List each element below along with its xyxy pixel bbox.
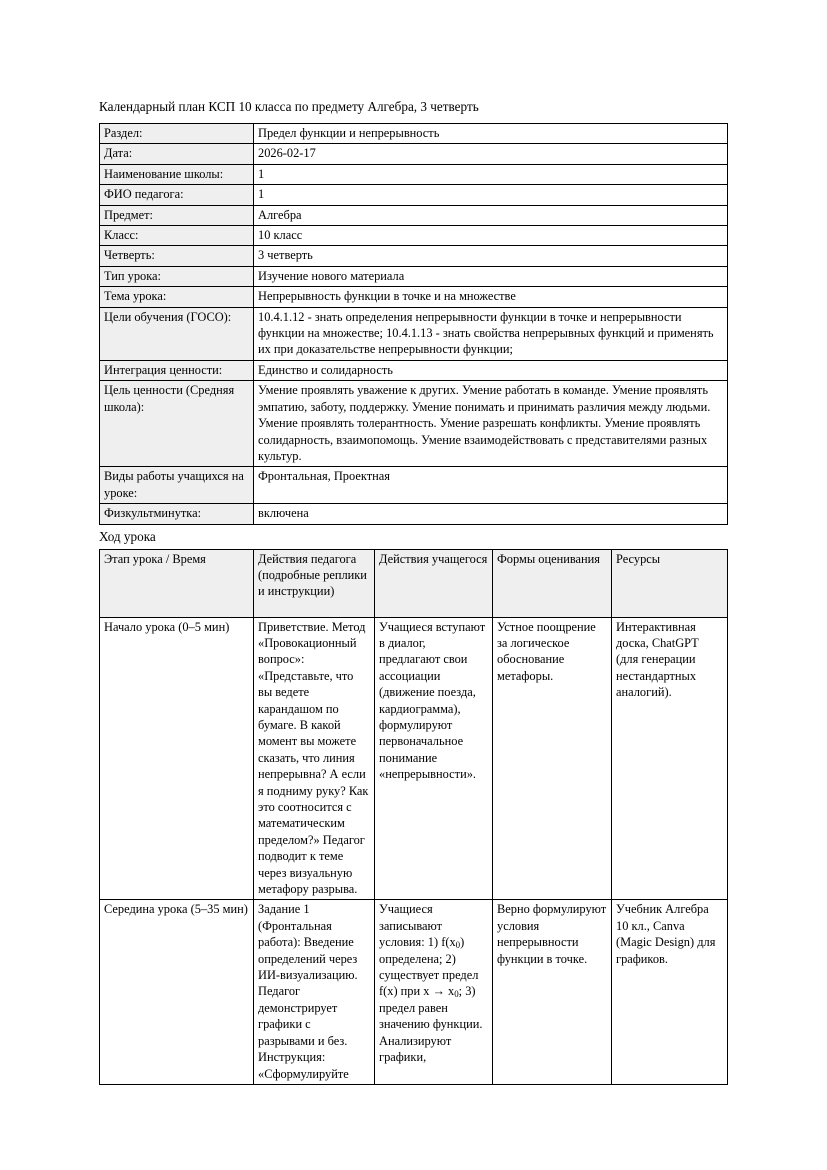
lesson-flow-heading: Ход урока <box>99 528 156 544</box>
student-text-part-2: ) определена; 2) существует предел f(x) при x → x <box>379 935 479 999</box>
info-label: Тема урока: <box>100 287 254 307</box>
cell-stage: Начало урока (0–5 мин) <box>100 617 254 900</box>
table-row <box>100 124 728 144</box>
info-value: 3 четверть <box>254 246 728 266</box>
info-label: Физкультминутка: <box>100 504 254 524</box>
cell-resources: Учебник Алгебра 10 кл., Canva (Magic Design) для графиков. <box>612 900 728 1084</box>
info-value: Фронтальная, Проектная <box>254 467 728 504</box>
info-value: 2026-02-17 <box>254 144 728 164</box>
student-text-part-1: Учащиеся записывают условия: 1) f(x <box>379 902 456 950</box>
info-value: 10.4.1.12 - знать определения непрерывности функции в точке и непрерывности функции на множестве; 10.4.1.13 - знать свойства непрерывных функций и применять их при доказательстве непрерывности функции; <box>254 307 728 360</box>
info-value: Единство и солидарность <box>254 360 728 380</box>
cell-assessment: Устное поощрение за логическое обоснование метафоры. <box>493 617 612 900</box>
info-value: 1 <box>254 185 728 205</box>
lesson-flow-table <box>99 549 728 1085</box>
table-row <box>100 144 728 164</box>
info-label: Наименование школы: <box>100 164 254 184</box>
table-row <box>100 504 728 524</box>
info-label: Предмет: <box>100 205 254 225</box>
info-value: включена <box>254 504 728 524</box>
table-row <box>100 900 728 1084</box>
info-label: Интеграция ценности: <box>100 360 254 380</box>
info-value: Предел функции и непрерывность <box>254 124 728 144</box>
student-text-part-3: ; 3) предел равен значению функции. Анализируют графики, <box>379 984 483 1065</box>
table-row <box>100 226 728 246</box>
table-row <box>100 185 728 205</box>
table-row <box>100 287 728 307</box>
column-header-assessment: Формы оценивания <box>493 549 612 617</box>
info-label: Виды работы учащихся на уроке: <box>100 467 254 504</box>
table-row <box>100 307 728 360</box>
subscript-zero-2: 0 <box>454 989 459 1000</box>
cell-student-actions: Учащиеся вступают в диалог, предлагают свои ассоциации (движение поезда, кардиограмма), формулируют первоначальное понимание «непрерывности». <box>375 617 493 900</box>
lesson-flow-body <box>100 617 728 1084</box>
document-content <box>99 98 727 1085</box>
info-value: 10 класс <box>254 226 728 246</box>
info-value: Изучение нового материала <box>254 266 728 286</box>
table-row <box>100 360 728 380</box>
table-row <box>100 205 728 225</box>
lesson-info-body <box>100 124 728 525</box>
table-row <box>100 381 728 467</box>
info-label: Тип урока: <box>100 266 254 286</box>
info-label: Четверть: <box>100 246 254 266</box>
table-row <box>100 266 728 286</box>
info-value: Алгебра <box>254 205 728 225</box>
column-header-teacher-actions: Действия педагога (подробные реплики и инструкции) <box>254 549 375 617</box>
cell-resources: Интерактивная доска, ChatGPT (для генерации нестандартных аналогий). <box>612 617 728 900</box>
column-header-resources: Ресурсы <box>612 549 728 617</box>
info-label: Цель ценности (Средняя школа): <box>100 381 254 467</box>
lesson-flow-header <box>100 549 728 617</box>
cell-teacher-actions: Задание 1 (Фронтальная работа): Введение определений через ИИ-визуализацию. Педагог демонстрирует графики с разрывами и без. Инструкция: «Сформулируйте <box>254 900 375 1084</box>
info-label: Дата: <box>100 144 254 164</box>
info-label: Класс: <box>100 226 254 246</box>
subscript-zero-1: 0 <box>455 940 461 951</box>
page-title: Календарный план КСП 10 класса по предмету Алгебра, 3 четверть <box>99 99 479 114</box>
cell-student-actions <box>375 900 493 1084</box>
column-header-student-actions: Действия учащегося <box>375 549 493 617</box>
cell-stage: Середина урока (5–35 мин) <box>100 900 254 1084</box>
table-row <box>100 467 728 504</box>
info-value: Непрерывность функции в точке и на множестве <box>254 287 728 307</box>
info-value: 1 <box>254 164 728 184</box>
info-label: Цели обучения (ГОСО): <box>100 307 254 360</box>
cell-assessment: Верно формулируют условия непрерывности функции в точке. <box>493 900 612 1084</box>
info-label: Раздел: <box>100 124 254 144</box>
table-row <box>100 246 728 266</box>
cell-teacher-actions: Приветствие. Метод «Провокационный вопрос»: «Представьте, что вы ведете карандашом по бумаге. В какой момент вы можете сказать, что линия непрерывна? А если я подниму руку? Как это соотносится с математическим пределом?» Педагог подводит к теме через визуальную метафору разрыва. <box>254 617 375 900</box>
lesson-info-table <box>99 123 728 525</box>
table-row <box>100 617 728 900</box>
table-row <box>100 164 728 184</box>
table-header-row <box>100 549 728 617</box>
column-header-stage: Этап урока / Время <box>100 549 254 617</box>
info-value: Умение проявлять уважение к других. Умение работать в команде. Умение проявлять эмпатию, заботу, поддержку. Умение понимать и принимать различия между людьми. Умение проявлять толерантность. Умение разрешать конфликты. Умение проявлять солидарность, взаимопомощь. Умение взаимодействовать с представителями разных культур. <box>254 381 728 467</box>
info-label: ФИО педагога: <box>100 185 254 205</box>
